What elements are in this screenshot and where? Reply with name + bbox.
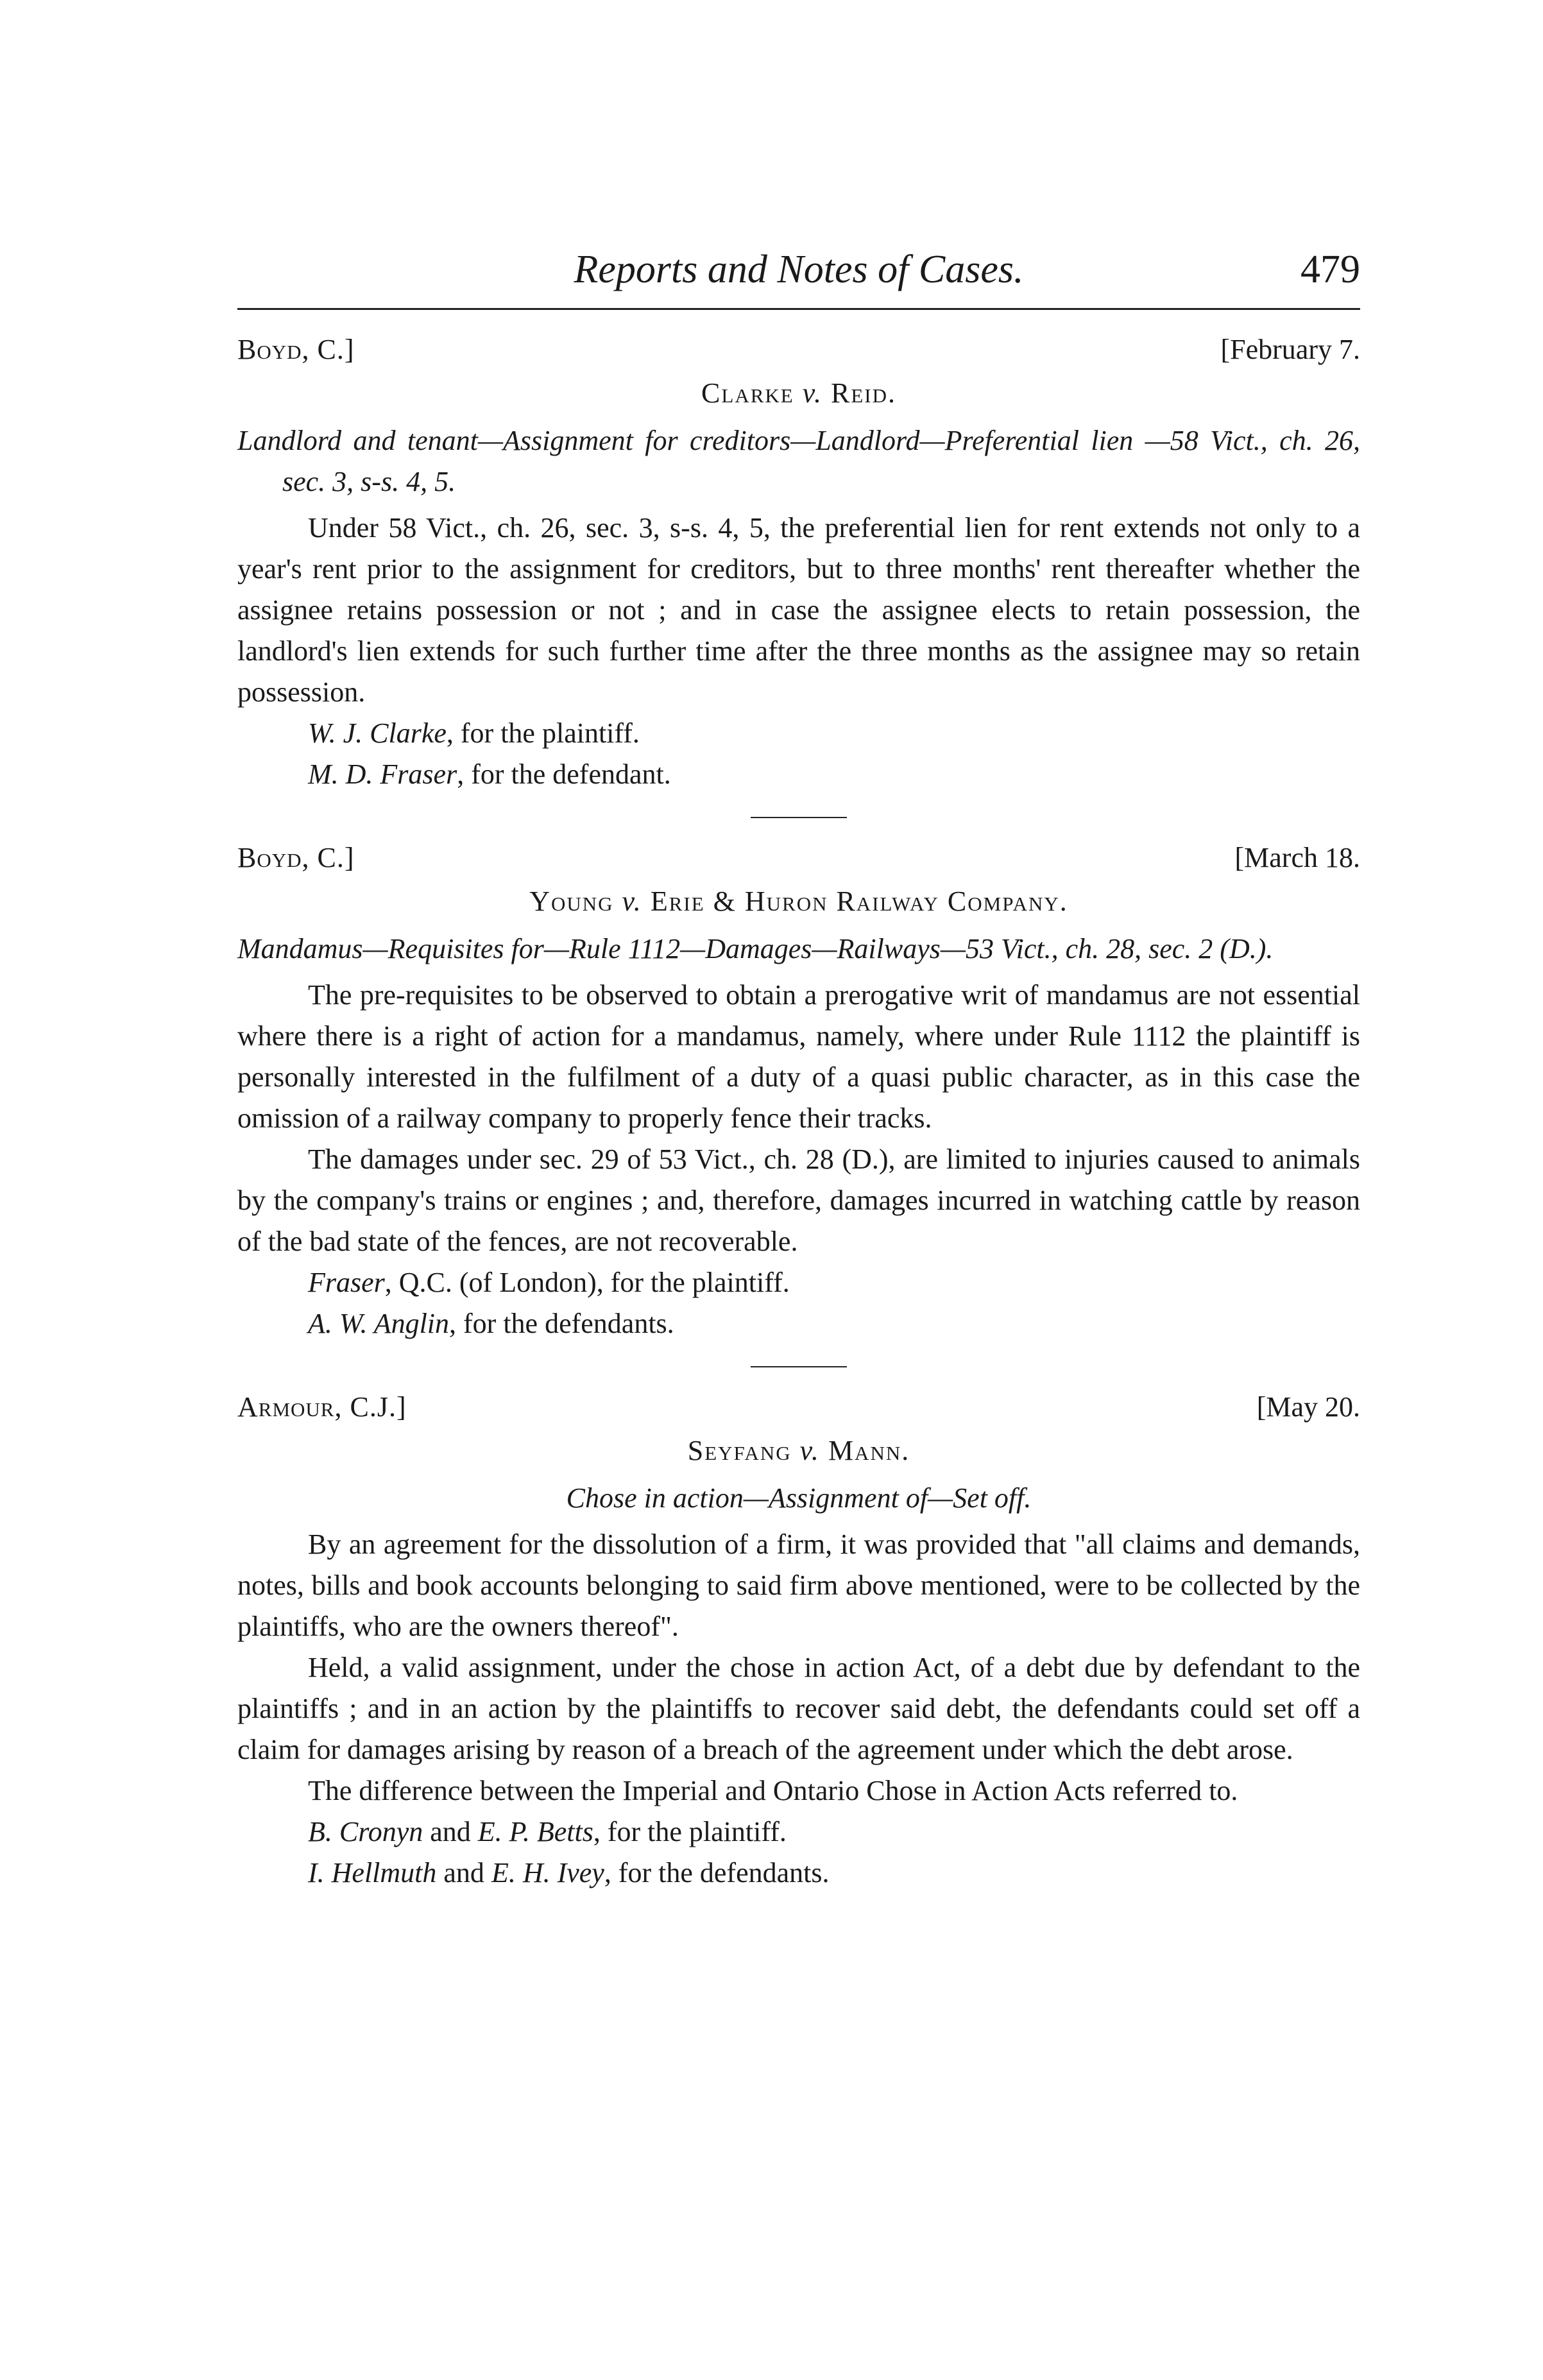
counsel-name: I. Hellmuth xyxy=(308,1857,437,1888)
catchwords: Chose in action—Assignment of—Set off. xyxy=(566,1482,1032,1514)
catchwords: Landlord and tenant—Assignment for creditors—Landlord—Preferential lien —58 Vict., ch. 26, sec. 3, s-s. 4, 5. xyxy=(237,425,1360,497)
page xyxy=(237,244,1360,1894)
judge: Armour, C.J.] xyxy=(237,1391,407,1423)
page-header xyxy=(237,244,1360,310)
headnote-paragraph: The pre-requisites to be observed to obtain a prerogative writ of mandamus are not essential where there is a right of action for a mandamus, namely, where under Rule 1112 the plaintiff is personally interested in the fulfilment of a duty of a quasi public character, as in this case the omission of a railway company to properly fence their tracks. xyxy=(237,979,1360,1134)
party-b: Erie & Huron Railway Company. xyxy=(650,886,1068,917)
headnote-paragraph: Under 58 Vict., ch. 26, sec. 3, s-s. 4, 5, the preferential lien for rent extends not only to a year's rent prior to the assignment for creditors, but to three months' rent thereafter whether the assignee retains possession or not ; and in case the assignee elects to retain possession, the landlord's lien extends for such further time after the three months as the assignee may so retain possession. xyxy=(237,512,1360,708)
counsel-line xyxy=(237,1853,1360,1894)
decision-date: [February 7. xyxy=(1220,334,1360,365)
versus: v. xyxy=(802,377,823,409)
case-title xyxy=(237,881,1360,922)
headnote-paragraph: By an agreement for the dissolution of a firm, it was provided that "all claims and demands, notes, bills and book accounts belonging to said firm above mentioned, were to be collected by the plaintiffs, who are the owners thereof". xyxy=(237,1528,1360,1642)
page-number: 479 xyxy=(1300,248,1360,291)
counsel-role: , Q.C. (of London), for the plaintiff. xyxy=(384,1267,790,1298)
case-title xyxy=(237,373,1360,414)
counsel-line xyxy=(237,1303,1360,1344)
counsel-name: B. Cronyn xyxy=(308,1816,423,1847)
case-clarke-v-reid xyxy=(237,329,1360,818)
headnote-paragraph: Held, a valid assignment, under the chose in action Act, of a debt due by defendant to the plaintiffs ; and in an action by the plaintiffs to recover said debt, the defendants could set off a claim for damages arising by reason of a breach of the agreement under which the debt arose. xyxy=(237,1652,1360,1765)
judge: Boyd, C.] xyxy=(237,842,355,873)
section-divider xyxy=(751,817,847,818)
versus: v. xyxy=(799,1435,820,1466)
counsel-conjunction: and xyxy=(423,1816,478,1847)
counsel-line xyxy=(237,754,1360,795)
party-a: Clarke xyxy=(701,377,794,409)
section-divider xyxy=(751,1366,847,1367)
counsel-name: E. P. Betts xyxy=(477,1816,593,1847)
counsel-role: , for the plaintiff. xyxy=(446,717,640,749)
judge: Boyd, C.] xyxy=(237,334,355,365)
case-seyfang-v-mann xyxy=(237,1387,1360,1894)
counsel-role: , for the defendants. xyxy=(449,1308,674,1339)
decision-date: [May 20. xyxy=(1256,1391,1360,1423)
running-title: Reports and Notes of Cases. xyxy=(574,248,1024,291)
party-a: Seyfang xyxy=(687,1435,792,1466)
case-head xyxy=(237,329,1360,373)
counsel-name: W. J. Clarke xyxy=(308,717,447,749)
case-head xyxy=(237,1387,1360,1430)
counsel-role: , for the defendant. xyxy=(457,758,671,790)
case-title xyxy=(237,1430,1360,1471)
counsel-name: A. W. Anglin xyxy=(308,1308,450,1339)
counsel-line xyxy=(237,1262,1360,1303)
headnote-paragraph: The difference between the Imperial and Ontario Chose in Action Acts referred to. xyxy=(308,1775,1238,1806)
case-head xyxy=(237,837,1360,881)
decision-date: [March 18. xyxy=(1234,842,1360,873)
versus: v. xyxy=(622,886,642,917)
counsel-name: E. H. Ivey xyxy=(491,1857,604,1888)
counsel-role: , for the plaintiff. xyxy=(593,1816,787,1847)
counsel-line xyxy=(237,713,1360,754)
party-b: Mann. xyxy=(828,1435,910,1466)
case-young-v-erie-huron xyxy=(237,837,1360,1367)
counsel-name: M. D. Fraser xyxy=(308,758,457,790)
counsel-role: , for the defendants. xyxy=(604,1857,830,1888)
party-b: Reid. xyxy=(830,377,896,409)
counsel-line xyxy=(237,1811,1360,1853)
counsel-name: Fraser xyxy=(308,1267,385,1298)
headnote-paragraph: The damages under sec. 29 of 53 Vict., ch. 28 (D.), are limited to injuries caused to animals by the company's trains or engines ; and, therefore, damages incurred in watching cattle by reason of the bad state of the fences, are not recoverable. xyxy=(237,1143,1360,1257)
party-a: Young xyxy=(529,886,614,917)
catchwords: Mandamus—Requisites for—Rule 1112—Damages—Railways—53 Vict., ch. 28, sec. 2 (D.). xyxy=(237,933,1274,964)
counsel-conjunction: and xyxy=(436,1857,491,1888)
